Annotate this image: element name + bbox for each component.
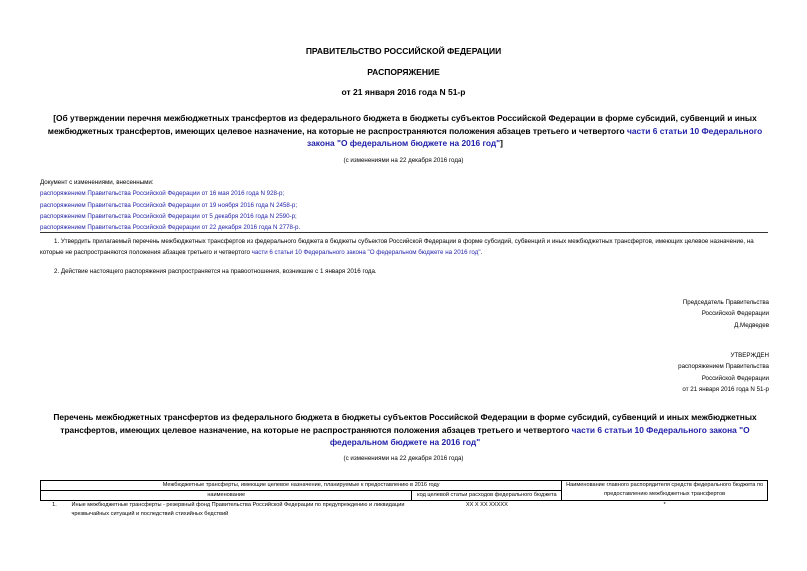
approved-line-1: УТВЕРЖДЕН (730, 352, 769, 359)
table-group-header: Межбюджетные трансферты, имеющие целевое назначение, планируемые к предоставлению в 2016 году (41, 481, 562, 491)
paragraph-1-end: . (480, 249, 483, 257)
list-changes-note: (с изменениями на 22 декабря 2016 года) (343, 455, 464, 462)
list-title-text: Перечень межбюджетных трансфертов из федерального бюджета в бюджеты субъектов Российской Федерации в форме субсидий, субвенций и иных межбюджетных трансфертов, имеющих целевое назначение, на которые не распространяются положения абзацев третьего и четвертого (53, 412, 757, 435)
change-link-2[interactable]: распоряжением Правительства Российской Федерации от 19 ноября 2016 года N 2458-р; (40, 201, 298, 209)
approved-line-2: распоряжением Правительства (678, 363, 769, 371)
table-col-admin: Наименование главного распорядителя средств федерального бюджета по предоставлению межбюджетных трансфертов (562, 481, 768, 501)
table-col-code: код целевой статьи расходов федерального бюджета (412, 491, 562, 501)
signature-block (469, 297, 769, 331)
changes-intro: Документ с изменениями, внесенными: (40, 179, 154, 186)
approved-block (469, 350, 769, 395)
table-row-name: Иные межбюджетные трансферты - резервный фонд Правительства Российской Федерации по предупреждению и ликвидации чрезвычайных ситуаций и последствий стихийных бедствий (68, 501, 411, 520)
change-link-1[interactable]: распоряжением Правительства Российской Федерации от 16 мая 2016 года N 928-р; (40, 190, 285, 198)
doc-title (40, 112, 770, 150)
approved-line-4: от 21 января 2016 года N 51-р (682, 385, 769, 393)
signature-line-2: Российской Федерации (701, 310, 769, 318)
org-title: ПРАВИТЕЛЬСТВО РОССИЙСКОЙ ФЕДЕРАЦИИ (305, 46, 502, 56)
table-header-row-1 (41, 481, 768, 491)
changes-block (40, 177, 360, 233)
signature-line-1: Председатель Правительства (682, 299, 769, 306)
table-col-name: наименование (41, 491, 412, 501)
doc-title-end: ] (500, 138, 503, 148)
list-title (50, 411, 760, 449)
table-row (41, 501, 768, 520)
doc-date-number: от 21 января 2016 года N 51-р (341, 87, 466, 97)
signature-line-3: Д.Медведев (734, 321, 769, 329)
changes-note: (с изменениями на 22 декабря 2016 года) (343, 157, 464, 164)
table-row-code: XX X XX XXXXX (412, 501, 562, 520)
change-link-3[interactable]: распоряжением Правительства Российской Федерации от 5 декабря 2016 года N 2590-р; (40, 212, 297, 220)
table-row-num: 1. (41, 501, 69, 520)
paragraph-1-law-link[interactable]: части 6 статьи 10 Федерального закона "О федеральном бюджете на 2016 год" (251, 249, 481, 257)
doc-title-text: [Об утверждении перечня межбюджетных трансфертов из федерального бюджета в бюджеты субъектов Российской Федерации в форме субсидий, субвенций и иных межбюджетных трансфертов, имеющих целевое назначение, на которые не распространяются положения абзацев третьего и четвертого (47, 113, 757, 136)
paragraph-1-text: 1. Утвердить прилагаемый перечень межбюджетных трансфертов из федерального бюджета в бюджеты субъектов Российской Федерации в форме субсидий, субвенций и иных межбюджетных трансфертов, имеющих целевое назначение, на которые не распространяются положения абзацев третьего и четвертого (40, 238, 754, 257)
doc-type: РАСПОРЯЖЕНИЕ (367, 67, 440, 77)
paragraph-2: 2. Действие настоящего распоряжения распространяется на правоотношения, возникшие с 1 января 2016 года. (54, 268, 377, 275)
change-link-4[interactable]: распоряжением Правительства Российской Федерации от 22 декабря 2016 года N 2778-р. (40, 224, 301, 232)
list-title-law-link[interactable]: части 6 статьи 10 Федерального закона "О федеральном бюджете на 2016 год" (329, 424, 750, 447)
paragraph-1 (40, 236, 768, 259)
separator-line (40, 232, 768, 233)
doc-title-law-link[interactable]: части 6 статьи 10 Федерального закона "О федеральном бюджете на 2016 год" (307, 125, 763, 148)
transfers-table (40, 480, 768, 519)
approved-line-3: Российской Федерации (701, 374, 769, 382)
table-row-admin: * (562, 501, 768, 520)
